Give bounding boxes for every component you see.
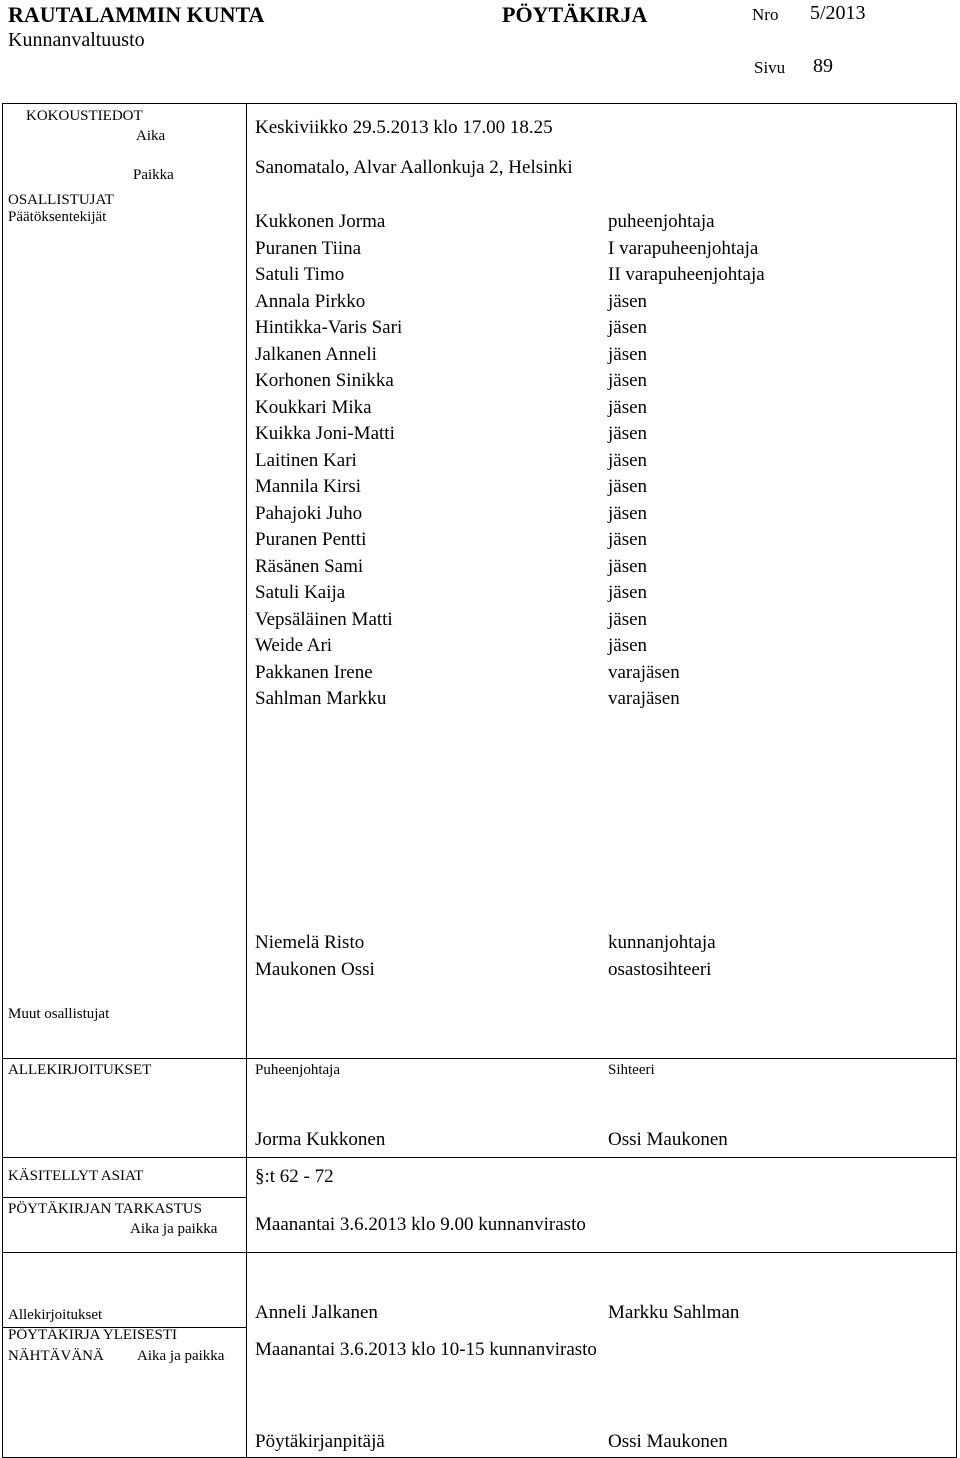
member-role: II varapuheenjohtaja [608, 264, 765, 285]
secretary-label: Sihteeri [608, 1062, 655, 1078]
member-name: Satuli Kaija [255, 582, 346, 603]
review-value: Maanantai 3.6.2013 klo 9.00 kunnanvirasto [255, 1214, 586, 1235]
participants-section-label: OSALLISTUJAT [8, 192, 114, 208]
other-participant-name-list [255, 930, 375, 983]
member-role: jäsen [608, 502, 648, 524]
member-role: jäsen [608, 635, 648, 656]
member-name: Koukkari Mika [255, 396, 372, 418]
page-label: Sivu [754, 58, 786, 77]
member-role: jäsen [608, 555, 648, 577]
reviewer-2-name: Markku Sahlman [608, 1302, 740, 1323]
row-divider [2, 1157, 957, 1158]
public-display-label-line2: NÄHTÄVÄNÄ [8, 1348, 104, 1364]
member-name: Vepsäläinen Matti [255, 608, 393, 630]
member-role: jäsen [608, 529, 648, 550]
member-role: varajäsen [608, 661, 680, 683]
member-role: jäsen [608, 423, 648, 444]
municipality-name: RAUTALAMMIN KUNTA [8, 2, 265, 27]
chair-name: Jorma Kukkonen [255, 1129, 386, 1150]
secretary-name: Ossi Maukonen [608, 1129, 728, 1150]
other-participants-label: Muut osallistujat [8, 1006, 110, 1022]
public-display-time-place-label: Aika ja paikka [137, 1348, 225, 1364]
review-label: PÖYTÄKIRJAN TARKASTUS [8, 1201, 202, 1217]
other-participant-role: osastosihteeri [608, 958, 712, 980]
council-name: Kunnanvaltuusto [8, 29, 145, 51]
member-name: Räsänen Sami [255, 555, 364, 577]
table-top-border [2, 103, 957, 104]
items-value: §:t 62 - 72 [255, 1166, 334, 1187]
member-name: Korhonen Sinikka [255, 370, 394, 391]
member-role: varajäsen [608, 688, 680, 709]
review-signatures-label: Allekirjoitukset [8, 1307, 103, 1323]
meeting-time: Keskiviikko 29.5.2013 klo 17.00 18.25 [255, 117, 553, 138]
table-left-border [2, 103, 3, 1457]
member-role: jäsen [608, 582, 648, 603]
member-name-list [255, 209, 402, 713]
number-value: 5/2013 [810, 2, 866, 24]
member-name: Hintikka-Varis Sari [255, 317, 403, 338]
other-participant-name: Maukonen Ossi [255, 958, 375, 980]
page-number: 89 [813, 55, 833, 77]
number-label: Nro [752, 5, 779, 24]
member-role: jäsen [608, 449, 648, 471]
member-name: Kukkonen Jorma [255, 211, 386, 232]
member-name: Weide Ari [255, 635, 333, 656]
place-label: Paikka [133, 167, 174, 183]
member-role: puheenjohtaja [608, 211, 715, 232]
signatures-section-label: ALLEKIRJOITUKSET [8, 1062, 152, 1078]
items-label: KÄSITELLYT ASIAT [8, 1168, 144, 1184]
other-participant-role: kunnanjohtaja [608, 932, 716, 953]
member-name: Puranen Pentti [255, 529, 367, 550]
member-name: Kuikka Joni-Matti [255, 423, 395, 444]
member-role: jäsen [608, 317, 648, 338]
member-name: Jalkanen Anneli [255, 343, 377, 365]
public-display-value: Maanantai 3.6.2013 klo 10-15 kunnanvirasto [255, 1339, 597, 1360]
review-time-place-label: Aika ja paikka [130, 1221, 218, 1237]
member-name: Sahlman Markku [255, 688, 387, 709]
member-role: jäsen [608, 476, 648, 497]
table-right-border [956, 103, 957, 1457]
member-name: Laitinen Kari [255, 449, 357, 471]
document-type: PÖYTÄKIRJA [502, 2, 648, 27]
member-role: jäsen [608, 608, 648, 630]
column-divider [246, 103, 247, 1457]
meeting-place: Sanomatalo, Alvar Aallonkuja 2, Helsinki [255, 157, 573, 178]
public-display-label-line1: PÖYTÄKIRJA YLEISESTI [8, 1327, 178, 1343]
decision-makers-label: Päätöksentekijät [8, 209, 107, 225]
member-role: I varapuheenjohtaja [608, 237, 759, 259]
member-name: Pakkanen Irene [255, 661, 373, 683]
row-divider [2, 1252, 957, 1253]
member-role: jäsen [608, 343, 648, 365]
member-role-list [608, 209, 765, 713]
time-label: Aika [136, 128, 166, 144]
member-name: Annala Pirkko [255, 290, 366, 312]
row-divider [2, 1058, 957, 1059]
member-role: jäsen [608, 396, 648, 418]
row-divider [2, 1197, 246, 1198]
chair-label: Puheenjohtaja [255, 1062, 340, 1078]
other-participant-name: Niemelä Risto [255, 932, 365, 953]
member-name: Puranen Tiina [255, 237, 362, 259]
member-role: jäsen [608, 290, 648, 312]
other-participant-role-list [608, 930, 716, 983]
reviewer-1-name: Anneli Jalkanen [255, 1302, 378, 1323]
member-name: Pahajoki Juho [255, 502, 363, 524]
meeting-section-label: KOKOUSTIEDOT [26, 108, 143, 124]
member-name: Satuli Timo [255, 264, 345, 285]
minutes-keeper-name: Ossi Maukonen [608, 1431, 728, 1452]
minutes-keeper-label: Pöytäkirjanpitäjä [255, 1431, 385, 1452]
member-role: jäsen [608, 370, 648, 391]
member-name: Mannila Kirsi [255, 476, 362, 497]
